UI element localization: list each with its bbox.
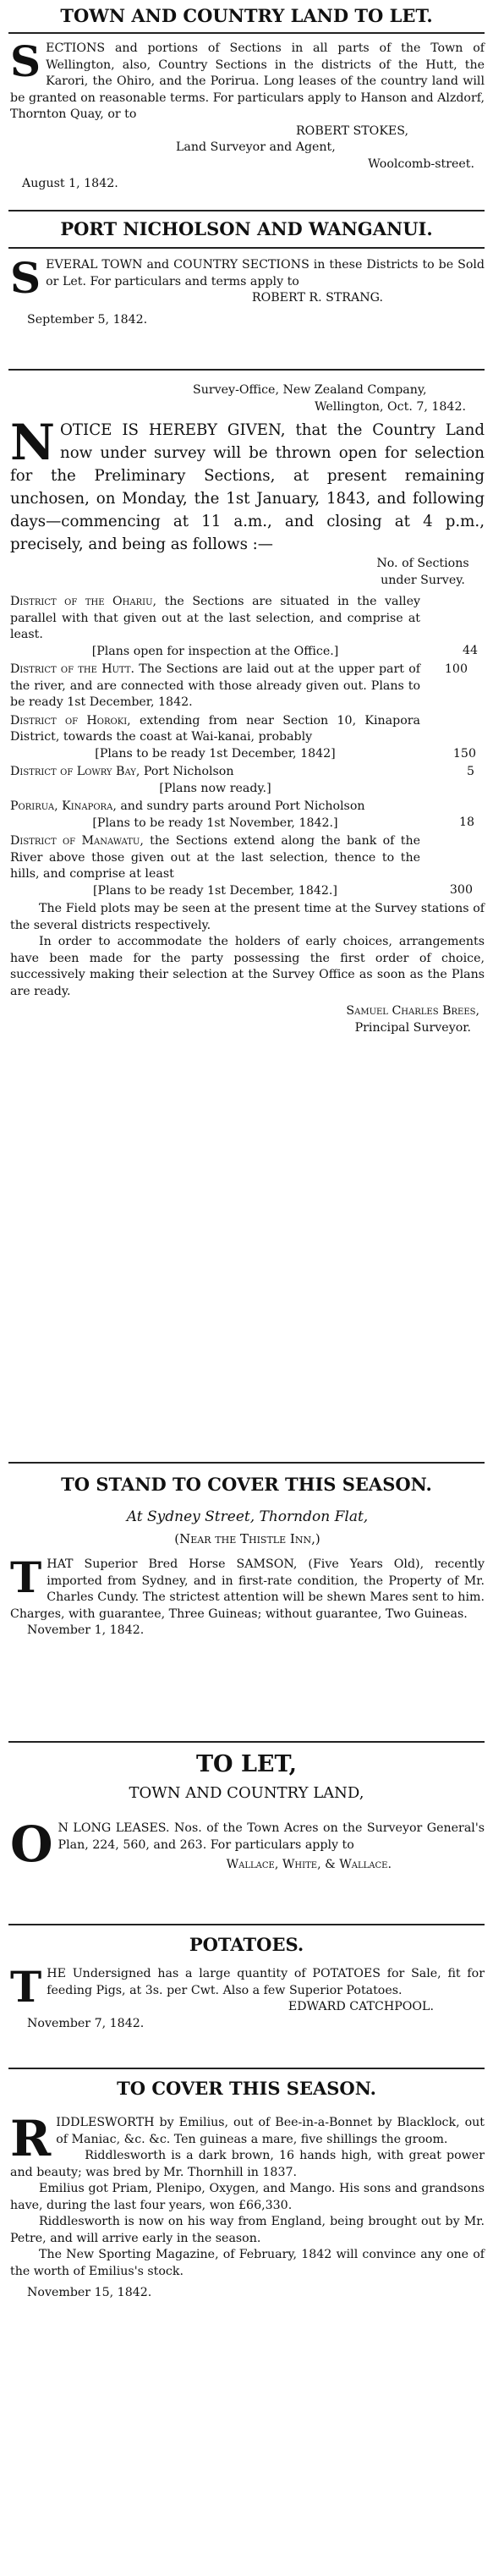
divider (8, 247, 485, 249)
agent-address: Woolcomb-street. (368, 157, 474, 171)
district-count: 300 (449, 883, 473, 897)
early-choices-note: In order to accommodate the holders of early choices, arrangements have been made for the party possessing the first order of choice, successively making their selection at the Survey Office as soon as the Plans are ready. (10, 935, 485, 998)
ad-date: November 7, 1842. (27, 2016, 145, 2030)
stud-location: At Sydney Street, Thorndon Flat, (126, 1508, 369, 1525)
drop-cap: S (10, 36, 41, 86)
ad-paragraph: Riddlesworth is now on his way from England, being brought out by Mr. Petre, and will arrive early in the season. (10, 2215, 485, 2245)
ad-paragraph: The New Sporting Magazine, of February, 1842 will convince any one of the worth of Emilius's stock. (10, 2248, 485, 2278)
ad-paragraph: Riddlesworth is a dark brown, 16 hands high, with great power and beauty; was bred by Mr. Thornhill in 1837. (10, 2149, 485, 2179)
agent-name: ROBERT STOKES, (296, 124, 408, 138)
ad-heading: TO LET, (195, 1751, 298, 1777)
divider (8, 1462, 485, 1464)
ad-stud-samson (0, 1465, 493, 1637)
district-count: 100 (444, 662, 468, 676)
ad-heading: PORT NICHOLSON AND WANGANUI. (60, 218, 433, 239)
surveyor-title: Principal Surveyor. (354, 1020, 471, 1035)
drop-cap: O (10, 1815, 53, 1873)
district-count: 5 (466, 765, 474, 778)
ad-body: SECTIONS and portions of Sections in all parts of the Town of Wellington, also, Country Sections in the districts of the Hutt, the Karori, the Ohiro, and the Porirua. Long leases of the country land will be granted on reasonable terms. For particulars apply to Hanson and Alzdorf, Thornton Quay, or to (10, 36, 485, 121)
ad-potatoes (0, 1925, 493, 2030)
drop-cap: N (10, 414, 56, 471)
ad-subheading: TOWN AND COUNTRY LAND, (129, 1784, 364, 1802)
ad-body: THAT Superior Bred Horse SAMSON, (Five Years Old), recently imported from Sydney, and in first-rate condition, the Property of Mr. Charles Cundy. The strictest attention will be shewn Mares sent to him. Charges, with guarantee, Three Guineas; without guarantee, Two Guineas. (10, 1552, 485, 1621)
ad-body: THE Undersigned has a large quantity of POTATOES for Sale, fit for feeding Pigs, at 3s. per Cwt. Also a few Superior Potatoes. (10, 1962, 485, 2012)
district-count: 150 (452, 746, 476, 761)
drop-cap: R (10, 2110, 52, 2167)
ad-date: September 5, 1842. (27, 312, 148, 327)
ad-paragraph: Emilius got Priam, Plenipo, Oxygen, and Mango. His sons and grandsons have, during the last four years, won £66,330. (10, 2182, 485, 2212)
district-count: 44 (462, 644, 478, 657)
district-count: 18 (458, 816, 474, 829)
agent-name: ROBERT R. STRANG. (251, 291, 383, 305)
district-entry: District of the Ohariu, the Sections are situated in the valley parallel with that given out at the last selection, and comprise at least. [Plans open for inspection at the Office.] 44 (10, 595, 478, 658)
office-date: Wellington, Oct. 7, 1842. (314, 399, 466, 414)
stud-near: (Near the Thistle Inn,) (174, 1531, 320, 1546)
divider (8, 369, 485, 371)
ad-heading: TO STAND TO COVER THIS SEASON. (61, 1474, 432, 1495)
divider (8, 32, 485, 34)
ad-heading: POTATOES. (189, 1934, 304, 1955)
district-entry: District of Lowry Bay, Port Nicholson [Plans now ready.] 5 (10, 765, 474, 795)
notice-body: NOTICE IS HEREBY GIVEN, that the Country Land now under survey will be thrown open for selection for the Preliminary Sections, at present remaining unchosen, on Monday, the 1st January, 1843, and following days—commencing at 11 a.m., and closing at 4 p.m., precisely, and being as follows :— (10, 414, 485, 553)
column-header: No. of Sections under Survey. (376, 557, 469, 587)
drop-cap: T (10, 1962, 42, 2012)
ad-land-to-let (0, 0, 493, 190)
seller-name: EDWARD CATCHPOOL. (288, 2000, 434, 2013)
ad-date: November 1, 1842. (27, 1623, 145, 1637)
ad-body: RIDDLESWORTH by Emilius, out of Bee-in-a-Bonnet by Blacklock, out of Maniac, &c. &c. Ten guineas a mare, five shillings the groom. (10, 2110, 485, 2167)
office-line: Survey-Office, New Zealand Company, (193, 383, 427, 397)
ad-town-country-land (0, 1743, 493, 1873)
district-list (10, 594, 485, 899)
district-entry: District of Manawatu, the Sections extend along the bank of the River above those given out at the last selection, thence to the hills, and comprise at least [Plans to be ready 1st December, 1842.] 300 (10, 834, 473, 898)
field-plots-note: The Field plots may be seen at the present time at the Survey stations of the several districts respectively. (10, 902, 485, 932)
ad-body: O N LONG LEASES. Nos. of the Town Acres on the Surveyor General's Plan, 224, 560, and 263. For particulars apply to (10, 1815, 485, 1873)
ad-heading: TO COVER THIS SEASON. (117, 2078, 376, 2099)
ad-port-nicholson (0, 211, 493, 327)
drop-cap: S (10, 253, 41, 303)
district-entry: Porirua, Kinapora, and sundry parts around Port Nicholson [Plans to be ready 1st November, 1842.] 18 (10, 799, 474, 830)
ad-riddlesworth (0, 2069, 493, 2299)
ad-heading: TOWN AND COUNTRY LAND TO LET. (60, 5, 433, 26)
surveyor-name: Samuel Charles Brees, (346, 1004, 479, 1018)
ad-date: November 15, 1842. (27, 2286, 152, 2299)
ad-body: SEVERAL TOWN and COUNTRY SECTIONS in these Districts to be Sold or Let. For particulars and terms apply to (10, 253, 485, 303)
ad-date: August 1, 1842. (22, 177, 118, 190)
district-entry: District of the Hutt. The Sections are laid out at the upper part of the river, and are connected with those already given out. Plans to be ready 1st December, 1842. 100 (10, 662, 468, 709)
drop-cap: T (10, 1552, 42, 1602)
agent-title: Land Surveyor and Agent, (176, 140, 336, 154)
notice-lead: OTICE IS HEREBY GIVEN, (60, 421, 286, 439)
agent-name: Wallace, White, & Wallace. (226, 1858, 392, 1871)
district-entry: District of Horoki, extending from near Section 10, Kinapora District, towards the coast at Wai-kanai, probably [Plans to be ready 1st December, 1842] 150 (10, 713, 485, 763)
